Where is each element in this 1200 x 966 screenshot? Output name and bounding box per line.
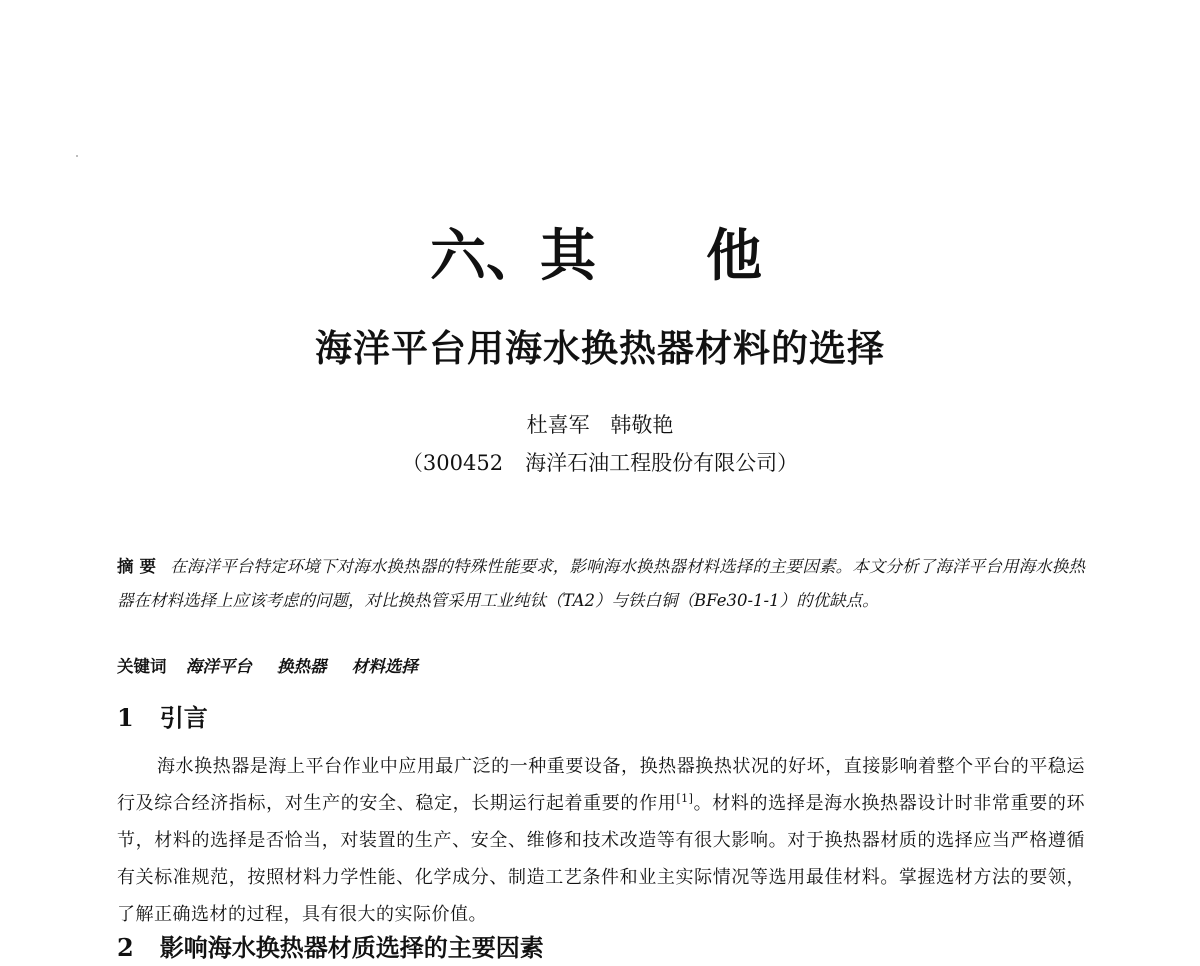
- citation-ref: [1]: [676, 792, 694, 805]
- paragraph-text-part-1: 海水换热器是海上平台作业中应用最广泛的一种重要设备，换热器换热状况的好坏，直接影响着整个平台的平稳运行及综合经济指标，对生产的安全、稳定，长期运行起着重要的作用: [117, 756, 1085, 814]
- paragraph-text-part-2: 。材料的选择是海水换热器设计时非常重要的环节，材料的选择是否恰当，对装置的生产、安全、维修和技术改造等有很大影响。对于换热器材质的选择应当严格遵循有关标准规范，按照材料力学性能、化学成分、制造工艺条件和业主实际情况等选用最佳材料。掌握选材方法的要领，了解正确选材的过程，具有很大的实际价值。: [117, 793, 1086, 925]
- paper-affiliation: [0, 448, 1200, 478]
- paper-authors: 杜喜军 韩敬艳: [526, 413, 674, 437]
- section-1-number: 1: [117, 703, 134, 732]
- section-heading-word-b: 他: [706, 224, 762, 289]
- keywords-block: [117, 652, 438, 682]
- keyword-item: 海洋平台: [185, 657, 252, 676]
- abstract-text: 在海洋平台特定环境下对海水换热器的特殊性能要求，影响海水换热器材料选择的主要因素。本文分析了海洋平台用海水换热器在材料选择上应该考虑的问题，对比换热管采用工业纯钛（TA2）与铁白铜（BFe30-1-1）的优缺点。: [117, 557, 1085, 610]
- section-heading: [0, 222, 1200, 292]
- abstract-block: [117, 550, 1085, 618]
- scan-speck: [76, 155, 78, 157]
- section-1-heading: [117, 700, 208, 736]
- keywords-label: 关键词: [117, 657, 167, 676]
- section-1-title: 引言: [159, 704, 208, 732]
- abstract-label: 摘 要: [117, 557, 157, 576]
- section-2-heading: [117, 930, 544, 966]
- paper-title: 海洋平台用海水换热器材料的选择: [315, 326, 885, 370]
- affiliation-close-paren: ）: [777, 451, 799, 475]
- section-1-paragraph: [117, 748, 1085, 933]
- affiliation-postcode: 300452: [422, 451, 504, 475]
- section-2-title: 影响海水换热器材质选择的主要因素: [159, 934, 544, 962]
- affiliation-org: 海洋石油工程股份有限公司: [525, 451, 778, 475]
- keyword-item: 材料选择: [351, 657, 418, 676]
- section-heading-number: 六、: [430, 224, 542, 289]
- section-2-number: 2: [117, 933, 134, 962]
- keyword-item: 换热器: [277, 657, 327, 676]
- section-heading-word-a: 其: [540, 224, 596, 289]
- affiliation-open-paren: （: [401, 451, 423, 475]
